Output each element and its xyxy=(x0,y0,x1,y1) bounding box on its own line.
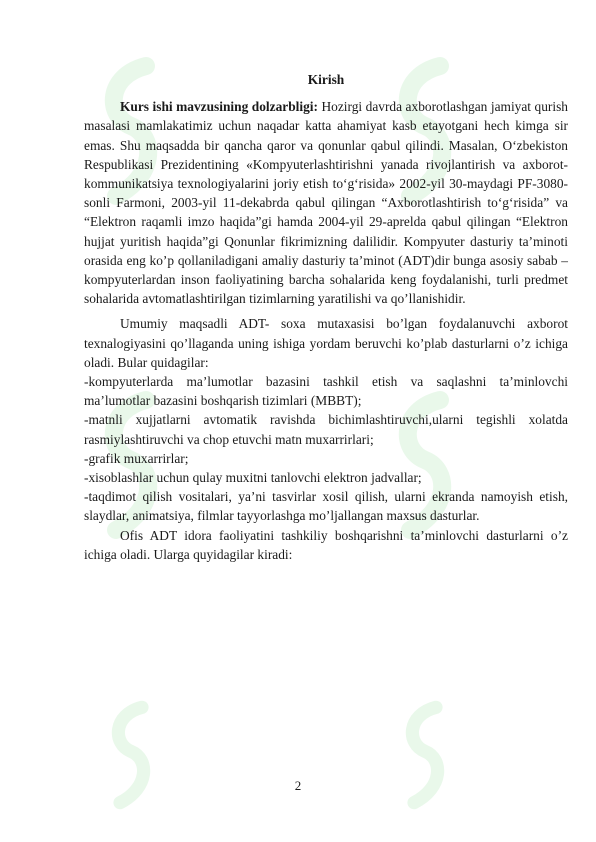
page-title: Kirish xyxy=(307,72,345,87)
office-adt-paragraph: Ofis ADT idora faoliyatini tashkiliy boshqarishni ta’minlovchi dasturlarni o’z ichiga oladi. Ularga quyidagilar kiradi: xyxy=(84,527,568,562)
intro-body: Hozirgi davrda axborotlashgan jamiyat qurish masalasi mamlakatimiz uchun naqadar katta ahamiyat kasb etayotgani hech kimga sir emas. Shu maqsadda bir qancha qaror va qonunlar qabul qilindi. Masalan, O‘zbekiston Respublikasi Prezidentining «Kompyuterlashtirishni yanada rivojlantirish va axborot-kommunikatsiya texnologiyalarini joriy etish to‘g‘risida» 2002-yil 30-maydagi PF-3080-sonli Farmoni, 2003-yil 11-dekabrda qabul qilingan “Axborotlashtirish to‘g‘risida” va “Elektron raqamli imzo haqida”gi hamda 2004-yil 29-aprelda qabul qilingan “Elektron hujjat yuritish haqida”gi Qonunlar fikrimizning dalilidir. Kompyuter dasturiy ta’minoti orasida eng ko’p qollaniladigani amaliy dasturiy ta’minot (ADT)dir bunga asosiy sabab – kompyuterlardan inson faoliyatining barcha sohalarida keng foydalanishi, turli predmet sohalarida avtomatlashtirilgan tizimlarning yaratilishi va qo’llanishidir. xyxy=(84,99,568,307)
list-item: -xisoblashlar uchun qulay muxitni tanlovchi elektron jadvallar; xyxy=(84,470,422,486)
intro-paragraph xyxy=(84,97,568,308)
page-number: 2 xyxy=(294,778,302,793)
list-item: -kompyuterlarda ma’lumotlar bazasini tashkil etish va saqlashni ta’minlovchi ma’lumotlar bazasini boshqarish tizimlari (MBBT); xyxy=(84,374,568,409)
list-item: -matnli xujjatlarni avtomatik ravishda bichimlashtiruvchi,ularni tegishli xolatda rasmiylashtiruvchi va chop etuvchi matn muxarrirlari; xyxy=(84,412,568,447)
general-adt-paragraph: Umumiy maqsadli ADT- soxa mutaxasisi bo’lgan foydalanuvchi axborot texnalogiyasini qo’llaganda uning ishiga yordam beruvchi ko’plab dasturlarni o’z ichiga oladi. Bular quidagilar: xyxy=(84,316,568,370)
software-list xyxy=(84,372,568,526)
list-item: -grafik muxarrirlar; xyxy=(84,450,189,466)
list-item: -taqdimot qilish vositalari, ya’ni tasvirlar xosil qilish, ularni ekranda namoyish etish, slaydlar, animatsiya, filmlar tayyorlashga mo’ljallangan maxsus dasturlar. xyxy=(84,489,568,524)
document-body xyxy=(84,70,568,564)
intro-lead: Kurs ishi mavzusining dolzarbligi: xyxy=(120,99,318,115)
